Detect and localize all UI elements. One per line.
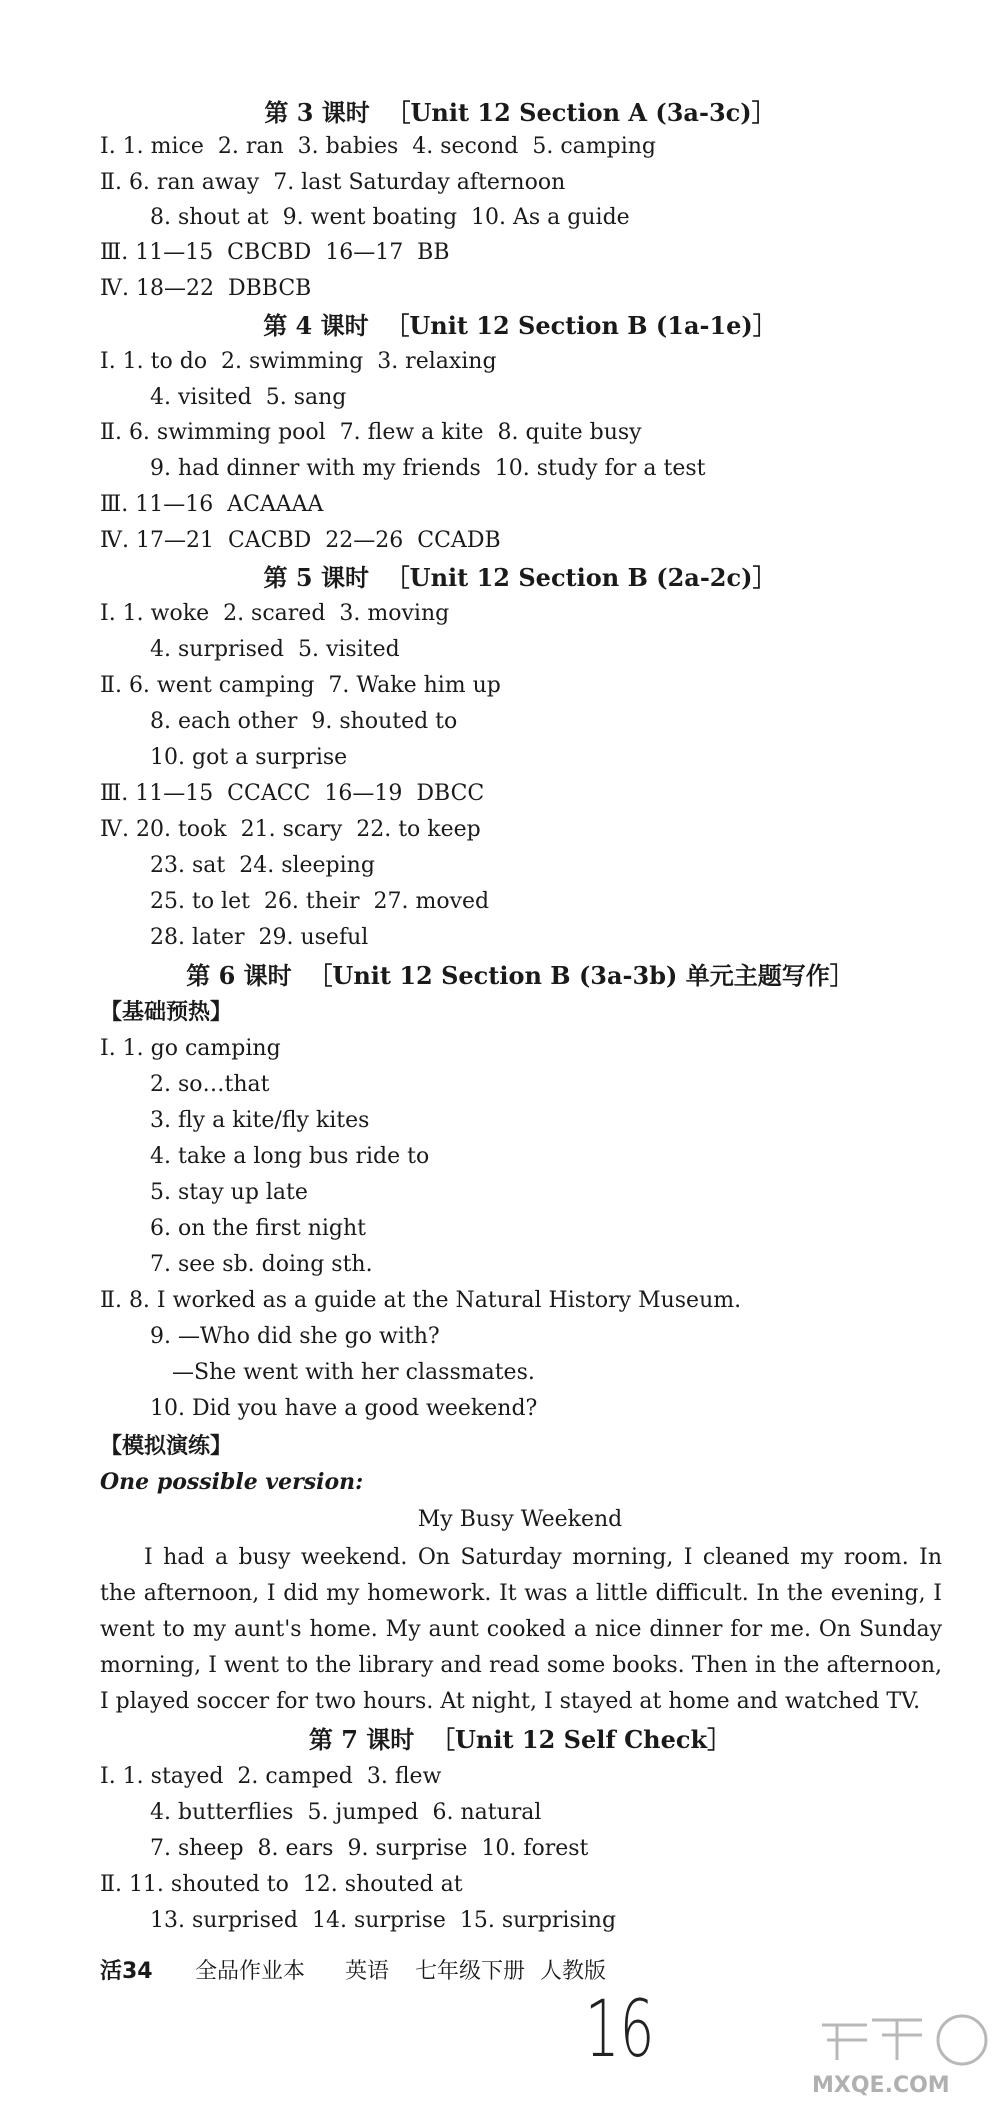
- answer-line: 10. got a surprise: [150, 745, 348, 770]
- essay-body: I had a busy weekend. On Saturday morning, I cleaned my room. In the afternoon, I did my homework. It was a little difficult. In the evening, I went to my aunt's home. My aunt cooked a nice dinner for me. On Sunday morning, I went to the library and read some books. Then in the afternoon, I played soccer for two hours. At night, I stayed at home and watched TV.: [100, 1545, 942, 1714]
- book-name: 全品作业本: [195, 1959, 306, 1984]
- answer-line: 10. Did you have a good weekend?: [150, 1396, 538, 1421]
- answer-line: —She went with her classmates.: [172, 1360, 535, 1385]
- answer-line: 28. later 29. useful: [150, 925, 369, 950]
- handwritten-page-number: 16: [584, 1985, 655, 2075]
- lesson-4-heading: 第 4 课时 ［Unit 12 Section B (1a-1e)］: [263, 311, 777, 340]
- section-label-practice: 【模拟演练】: [100, 1433, 233, 1459]
- edition: 人教版: [540, 1959, 607, 1984]
- answer-line: Ⅲ. 11—15 CCACC 16—19 DBCC: [100, 781, 485, 806]
- answer-line: 7. sheep 8. ears 9. surprise 10. forest: [150, 1836, 589, 1861]
- answer-line: 6. on the first night: [150, 1216, 367, 1241]
- watermark-text: MXQE.COM: [812, 2073, 950, 2098]
- version-label: One possible version:: [100, 1469, 364, 1495]
- answer-line: Ⅰ. 1. go camping: [100, 1036, 281, 1061]
- lesson-5-heading: 第 5 课时 ［Unit 12 Section B (2a-2c)］: [263, 563, 777, 592]
- answer-line: 2. so…that: [150, 1072, 270, 1097]
- answer-line: 5. stay up late: [150, 1180, 308, 1205]
- lesson-6-heading: 第 6 课时 ［Unit 12 Section B (3a-3b) 单元主题写作］: [186, 961, 854, 990]
- answer-line: 3. fly a kite/fly kites: [150, 1108, 370, 1133]
- answer-line: Ⅳ. 17—21 CACBD 22—26 CCADB: [100, 528, 501, 553]
- answer-line: Ⅱ. 6. swimming pool 7. flew a kite 8. quite busy: [100, 420, 642, 445]
- grade: 七年级下册: [415, 1959, 526, 1984]
- lesson-7-heading: 第 7 课时 ［Unit 12 Self Check］: [308, 1725, 732, 1754]
- page-number: 活34: [100, 1959, 153, 1984]
- answer-line: 4. butterflies 5. jumped 6. natural: [150, 1800, 542, 1825]
- answer-line: Ⅳ. 18—22 DBBCB: [100, 276, 312, 301]
- section-label-warmup: 【基础预热】: [100, 999, 233, 1025]
- answer-line: Ⅱ. 6. went camping 7. Wake him up: [100, 673, 501, 698]
- answer-line: 8. shout at 9. went boating 10. As a guide: [150, 205, 630, 230]
- lesson-3-heading: 第 3 课时 ［Unit 12 Section A (3a-3c)］: [264, 98, 776, 127]
- essay-title: My Busy Weekend: [417, 1507, 623, 1532]
- answer-line: Ⅰ. 1. stayed 2. camped 3. flew: [100, 1764, 442, 1789]
- answer-line: 8. each other 9. shouted to: [150, 709, 458, 734]
- answer-line: 23. sat 24. sleeping: [150, 853, 375, 878]
- answer-line: Ⅰ. 1. woke 2. scared 3. moving: [100, 601, 450, 626]
- answer-line: Ⅱ. 11. shouted to 12. shouted at: [100, 1872, 463, 1897]
- answer-line: 4. surprised 5. visited: [150, 637, 400, 662]
- answer-line: 7. see sb. doing sth.: [150, 1252, 373, 1277]
- answer-line: 4. take a long bus ride to: [150, 1144, 430, 1169]
- answer-line: Ⅰ. 1. to do 2. swimming 3. relaxing: [100, 349, 497, 374]
- answer-line: Ⅳ. 20. took 21. scary 22. to keep: [100, 817, 481, 842]
- answer-line: Ⅲ. 11—15 CBCBD 16—17 BB: [100, 240, 450, 265]
- watermark-logo: [812, 2010, 992, 2100]
- answer-line: Ⅲ. 11—16 ACAAAA: [100, 492, 324, 517]
- answer-line: 9. had dinner with my friends 10. study for a test: [150, 456, 706, 481]
- answer-line: 9. —Who did she go with?: [150, 1324, 440, 1349]
- answer-line: Ⅰ. 1. mice 2. ran 3. babies 4. second 5. camping: [100, 134, 657, 159]
- subject: 英语: [345, 1959, 390, 1984]
- answer-line: 13. surprised 14. surprise 15. surprising: [150, 1908, 617, 1933]
- answer-line: Ⅱ. 8. I worked as a guide at the Natural History Museum.: [100, 1288, 742, 1313]
- answer-line: Ⅱ. 6. ran away 7. last Saturday afternoon: [100, 170, 566, 195]
- answer-line: 4. visited 5. sang: [150, 385, 347, 410]
- answer-line: 25. to let 26. their 27. moved: [150, 889, 490, 914]
